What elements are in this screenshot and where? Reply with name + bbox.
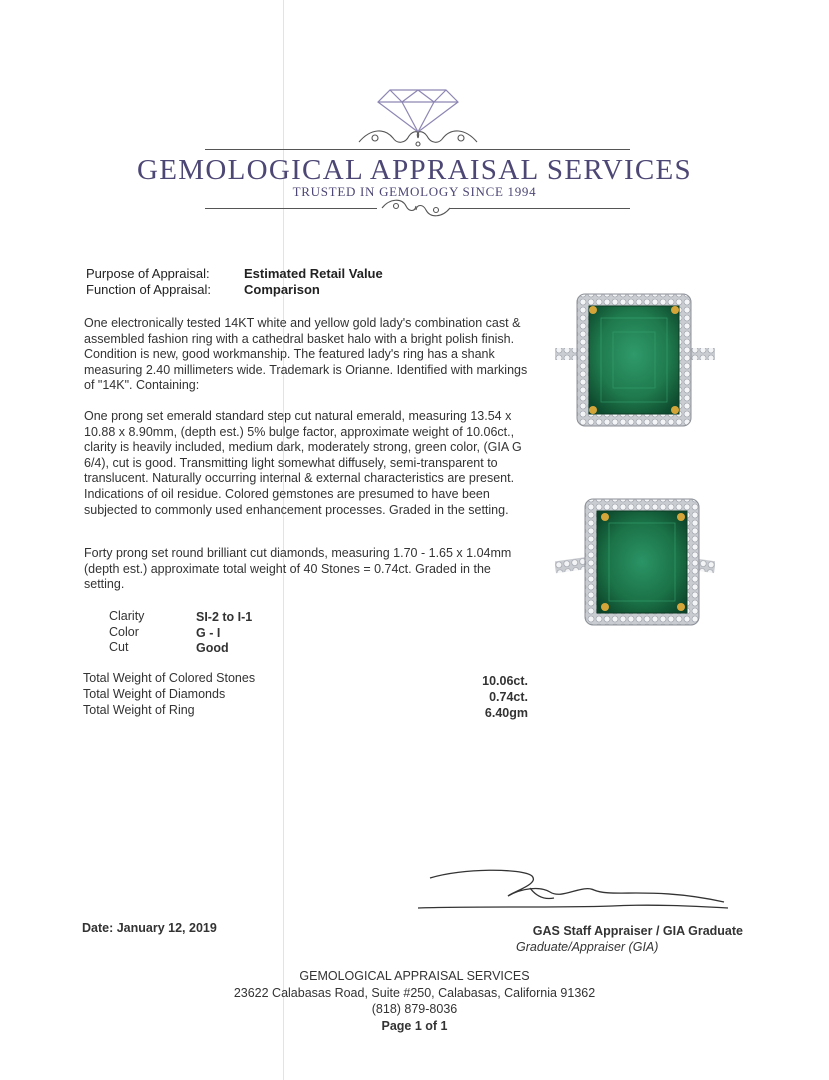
function-label: Function of Appraisal: <box>86 282 212 297</box>
ring-photo-bottom <box>555 495 715 630</box>
total-value-colored-stones: 10.06ct. <box>482 674 528 688</box>
footer-address: 23622 Calabasas Road, Suite #250, Calabasas, California 91362 <box>233 986 596 1000</box>
grade-value-clarity: SI-2 to I-1 <box>196 610 253 624</box>
purpose-label: Purpose of Appraisal: <box>86 266 210 281</box>
header-rule-right <box>450 208 630 209</box>
company-tagline: TRUSTED IN GEMOLOGY SINCE 1994 <box>292 184 537 199</box>
grade-label-color: Color <box>109 625 139 639</box>
grade-label-clarity: Clarity <box>109 609 145 623</box>
total-label-colored-stones: Total Weight of Colored Stones <box>83 671 256 685</box>
appraiser-credentials: Graduate/Appraiser (GIA) <box>516 940 659 954</box>
ring-photo-top <box>555 290 715 430</box>
grade-value-cut: Good <box>196 641 229 655</box>
appraisal-date: Date: January 12, 2019 <box>82 921 217 935</box>
function-value: Comparison <box>244 282 320 297</box>
footer-page-number: Page 1 of 1 <box>381 1019 448 1033</box>
appraiser-signature-icon <box>412 866 732 916</box>
company-title: GEMOLOGICAL APPRAISAL SERVICES <box>137 154 692 186</box>
total-label-ring: Total Weight of Ring <box>83 703 195 717</box>
total-value-diamonds: 0.74ct. <box>489 690 528 704</box>
total-label-diamonds: Total Weight of Diamonds <box>83 687 226 701</box>
ornament-scroll-bottom-icon <box>380 196 452 220</box>
ring-description: One electronically tested 14KT white and yellow gold lady's combination cast & assembled fashion ring with a cathedral basket halo with a bright polish finish. Condition is new, good workmanship. The featured lady's ring has a shank measuring 2.40 millimeters wide. Trademark is Orianne. Identified with markings of "14K". Containing: <box>84 316 528 393</box>
header-rule-left <box>205 208 377 209</box>
footer-company: GEMOLOGICAL APPRAISAL SERVICES <box>299 969 530 983</box>
diamonds-description: Forty prong set round brilliant cut diamonds, measuring 1.70 - 1.65 x 1.04mm (depth est.) approximate total weight of 40 Stones = 0.74ct. Graded in the setting. <box>84 546 512 592</box>
appraiser-title: GAS Staff Appraiser / GIA Graduate <box>532 924 743 938</box>
grade-value-color: G - I <box>196 626 221 640</box>
purpose-value: Estimated Retail Value <box>244 266 383 281</box>
grade-label-cut: Cut <box>109 640 129 654</box>
ornament-scroll-top-icon <box>355 124 481 150</box>
emerald-description: One prong set emerald standard step cut natural emerald, measuring 13.54 x 10.88 x 8.90mm, (depth est.) 5% bulge factor, approximate weight of 10.06ct., clarity is heavily included, medium dark, moderately strong, green color, (GIA G 6/4), cut is good. Transmitting light somewhat diffusely, semi-transparent to translucent. Naturally occurring internal & external characteristics are present. Indications of oil residue. Colored gemstones are presumed to have been subjected to commonly used enhancement processes. Graded in the setting. <box>84 409 522 517</box>
footer-phone: (818) 879-8036 <box>371 1002 458 1016</box>
total-value-ring: 6.40gm <box>484 706 528 720</box>
header-rule-top <box>205 149 630 150</box>
